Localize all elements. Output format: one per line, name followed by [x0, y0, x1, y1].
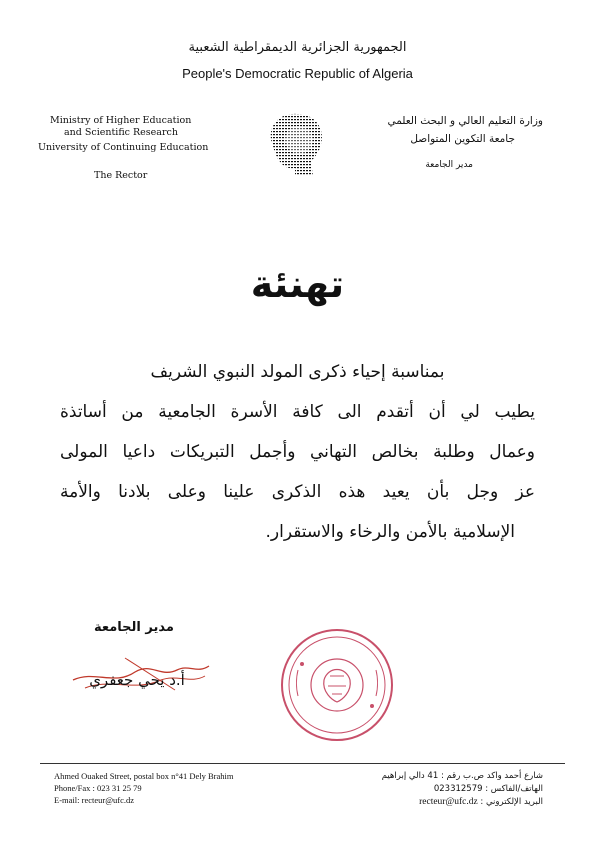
footer-phone-number: 023312579: [433, 784, 483, 794]
university-logo-icon: [255, 104, 335, 184]
page-title: تهنئة: [250, 262, 345, 306]
university-line: University of Continuing Education: [38, 142, 209, 153]
header-english-title: People's Democratic Republic of Algeria: [182, 66, 413, 81]
university-arabic: جامعة التكوين المتواصل: [410, 133, 515, 145]
footer-phone-label: الهاتف/الفاكس :: [485, 784, 543, 794]
ministry-line: Ministry of Higher Education: [50, 115, 192, 126]
footer-email: E-mail: recteur@ufc.dz: [54, 795, 135, 805]
body-line: بمناسبة إحياء ذكرى المولد النبوي الشريف: [150, 362, 445, 382]
signature-name: أ.د يحي جعفري: [89, 671, 185, 689]
footer-phone: Phone/Fax : 023 31 25 79: [54, 783, 142, 793]
footer-email-label: البريد الإلكتروني :: [480, 797, 543, 807]
footer-phone-arabic: [323, 783, 543, 796]
body-line: يطيب لي أن أتقدم الى كافة الأسرة الجامعية من أساتذة: [60, 402, 535, 422]
ministry-arabic: وزارة التعليم العالي و البحث العلمي: [387, 115, 543, 127]
body-line: عز وجل بأن يعيد هذه الذكرى علينا وعلى بلادنا والأمة: [60, 482, 535, 502]
signature-role: مدير الجامعة: [94, 620, 174, 635]
rector-label: The Rector: [94, 170, 148, 181]
body-line: وعمال وطلبة بخالص التهاني وأجمل التبريكات داعيا المولى: [60, 442, 535, 462]
letter-body: [60, 352, 535, 552]
ministry-line-2: and Scientific Research: [64, 127, 178, 138]
footer-address-arabic: شارع أحمد واكد ص.ب رقم : 41 دالي إبراهيم: [381, 771, 543, 781]
body-line: الإسلامية بالأمن والرخاء والاستقرار.: [265, 522, 515, 542]
footer-email-arabic: [323, 796, 543, 809]
left-letterhead: [38, 115, 218, 182]
footer-divider: [40, 763, 565, 764]
right-letterhead: [353, 112, 543, 174]
director-arabic: مدير الجامعة: [425, 160, 473, 170]
signature-block: [62, 620, 212, 689]
footer-english: [54, 770, 294, 806]
footer-address: Ahmed Ouaked Street, postal box n°41 Dely Brahim: [54, 771, 234, 781]
footer-arabic: [323, 770, 543, 809]
official-stamp-icon: [278, 626, 396, 744]
footer-email-address: recteur@ufc.dz: [419, 797, 478, 807]
header-arabic-title: الجمهورية الجزائرية الديمقراطية الشعبية: [188, 40, 407, 55]
